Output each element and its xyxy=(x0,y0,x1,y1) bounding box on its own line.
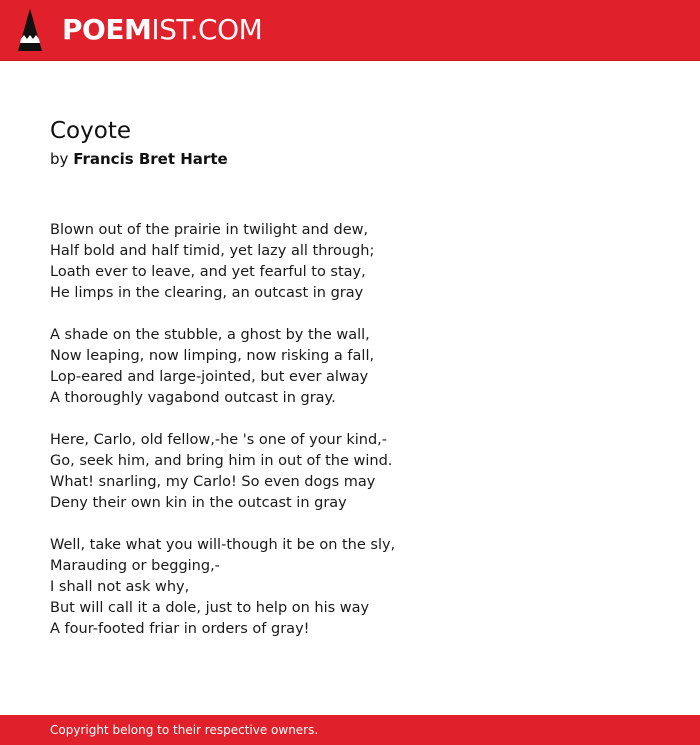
site-logo[interactable] xyxy=(62,13,262,47)
poem-body xyxy=(50,220,650,661)
byline xyxy=(50,149,228,169)
logo-text-bold: POEM xyxy=(62,13,152,46)
stanza xyxy=(50,325,650,409)
by-label: by xyxy=(50,150,69,168)
pencil-tip-icon[interactable] xyxy=(18,9,42,51)
logo-text-light: IST.COM xyxy=(151,13,263,46)
poem-line: Deny their own kin in the outcast in gray xyxy=(50,495,347,511)
poem-line: What! snarling, my Carlo! So even dogs may xyxy=(50,474,376,490)
author-name: Francis Bret Harte xyxy=(73,150,228,168)
poem-line: Lop-eared and large-jointed, but ever alway xyxy=(50,369,369,385)
site-footer xyxy=(0,715,700,745)
poem-line: A thoroughly vagabond outcast in gray. xyxy=(50,390,336,406)
poem-line: I shall not ask why, xyxy=(50,579,190,595)
poem-line: Loath ever to leave, and yet fearful to stay, xyxy=(50,264,366,280)
poem-line: Blown out of the prairie in twilight and dew, xyxy=(50,222,369,238)
poem-line: A shade on the stubble, a ghost by the wall, xyxy=(50,327,370,343)
poem-line: A four-footed friar in orders of gray! xyxy=(50,621,310,637)
poem-line: He limps in the clearing, an outcast in gray xyxy=(50,285,364,301)
stanza xyxy=(50,535,650,640)
poem-line: Well, take what you will-though it be on the sly, xyxy=(50,537,396,553)
poem-line: Now leaping, now limping, now risking a fall, xyxy=(50,348,375,364)
poem-line: Here, Carlo, old fellow,-he 's one of your kind,- xyxy=(50,432,387,448)
stanza xyxy=(50,220,650,304)
poem-line: Go, seek him, and bring him in out of the wind. xyxy=(50,453,393,469)
stanza xyxy=(50,430,650,514)
poem-line: Marauding or begging,- xyxy=(50,558,220,574)
poem-title: Coyote xyxy=(50,118,131,144)
poem-line: But will call it a dole, just to help on his way xyxy=(50,600,370,616)
poem-line: Half bold and half timid, yet lazy all through; xyxy=(50,243,375,259)
site-header xyxy=(0,0,700,61)
copyright-text: Copyright belong to their respective owners. xyxy=(50,723,319,737)
